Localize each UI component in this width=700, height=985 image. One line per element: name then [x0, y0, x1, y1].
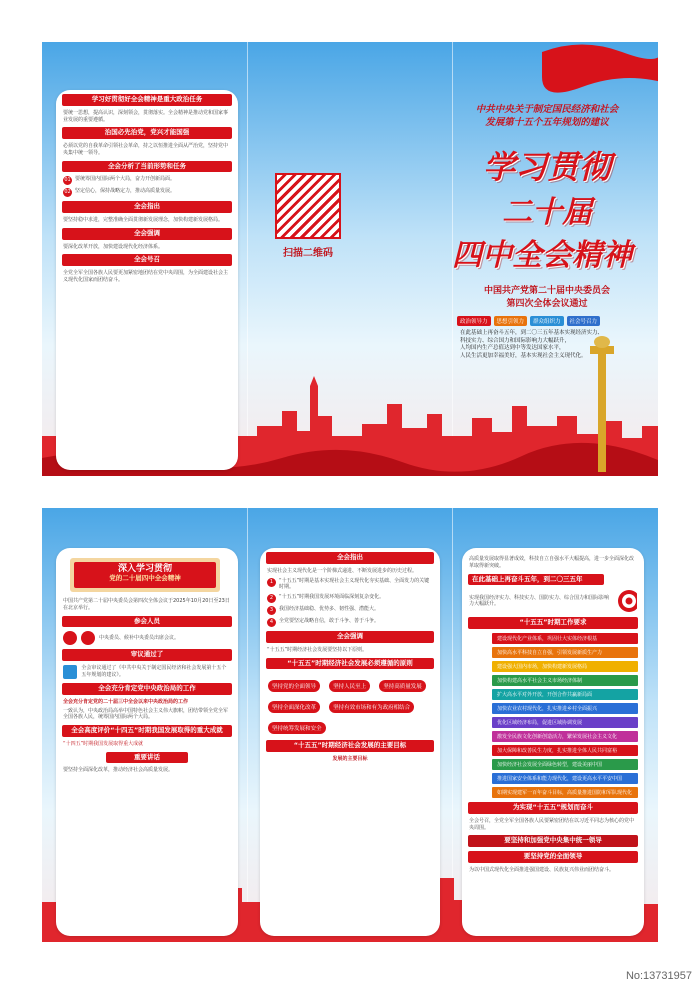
hero-title-line: 学习贯彻 — [482, 148, 611, 186]
red-flag-ribbon — [542, 42, 658, 102]
section-text: 必须以党的自我革命引领社会革命，持之以恒推进全面从严治党，坚持党中央集中统一领导。 — [63, 143, 229, 156]
section-title: 全会指出 — [62, 201, 232, 213]
target-text: 实现我国经济实力、科技实力、国防实力、综合国力和国际影响力大幅跃升。 — [469, 594, 610, 608]
folder-icon — [63, 665, 77, 679]
inside-right-card — [462, 548, 644, 936]
target-icon — [617, 589, 637, 613]
closing-text: 为以中国式现代化全面推进强国建设、民族复兴伟业而团结奋斗。 — [469, 866, 615, 873]
numbered-point — [267, 578, 433, 592]
red-chip: 政治领导力 — [457, 316, 491, 326]
principle-grid — [266, 673, 434, 736]
brochure-outside-sheet — [42, 42, 658, 476]
section-title: 全会充分肯定党中央政治局的工作 — [62, 683, 232, 695]
principle-chip: 坚持有效市场和有为政府相结合 — [329, 701, 414, 713]
inside-left-card — [56, 548, 238, 936]
section-title: 全会指出 — [266, 552, 434, 564]
number-badge: 02 — [64, 189, 71, 196]
subtitle-line: 第四次全体会议通过 — [506, 299, 588, 309]
struggle-text: 全会号召，全党全军全国各族人民要紧密团结在以习近平同志为核心的党中央周围。 — [469, 817, 635, 831]
section-title: 治国必先治党，党兴才能国强 — [62, 127, 232, 139]
numbered-item — [63, 188, 231, 197]
blue-chip: 社会号召力 — [567, 316, 601, 326]
stamp-line: 党的二十届四中全会精神 — [109, 574, 181, 582]
section-title: 全会强调 — [62, 228, 232, 240]
point-text: 全党要坚定战略自信，敢于斗争、善于斗争。 — [279, 618, 380, 625]
numbered-item — [63, 176, 231, 185]
section-title: 全会强调 — [266, 631, 434, 643]
section-text: 要统一思想，提高认识，深刻领会，贯彻落实。全会精神是推动党和国家事业发展的重要遵循。 — [63, 109, 229, 123]
task-bar: 加快构建高水平社会主义市场经济体制 — [492, 675, 638, 686]
point-text: “十五五”时期我国发展环境面临深刻复杂变化。 — [279, 594, 385, 601]
point-text: 我国经济基础稳、优势多、韧性强、潜能大。 — [279, 606, 380, 613]
text-line: 人民生活更加幸福美好，基本实现社会主义现代化。 — [460, 353, 587, 360]
task-bar: 加大保障和改善民生力度，扎实推进全体人民共同富裕 — [492, 745, 638, 756]
task-list — [462, 633, 644, 798]
task-bar: 加快高水平科技自立自强，引领发展新质生产力 — [492, 647, 638, 658]
qr-label: 扫描二维码 — [283, 248, 333, 259]
task-bar: 如期实现建军一百年奋斗目标，高质量推进国防和军队现代化 — [492, 787, 638, 798]
section-title: 参会人员 — [62, 616, 232, 628]
target-row — [469, 589, 637, 613]
numbered-point — [267, 606, 433, 615]
section-text: 全党全军全国各族人民要更加紧密地团结在党中央周围，为全面建设社会主义现代化国家而团结奋斗。 — [63, 270, 229, 284]
qr-code-placeholder — [275, 173, 341, 239]
orange-chip: 思想引领力 — [494, 316, 528, 326]
highlight-text: 要坚持全面深化改革，推动经济社会高质量发展。 — [63, 767, 174, 774]
highlight-bar: 要坚持和加强党中央集中统一领导 — [468, 835, 638, 847]
number-badge: 3 — [267, 606, 276, 615]
goal-sub: 发展的主要目标 — [332, 756, 368, 763]
section-text: “十五五”时期经济社会发展要坚持以下原则。 — [267, 646, 368, 653]
principle-chip: 坚持高质量发展 — [379, 680, 426, 692]
huabiao-pillar — [582, 332, 622, 472]
text-line: 科技实力、综合国力和国际影响力大幅跃升， — [460, 337, 571, 344]
task-bar: 加快农业农村现代化，扎实推进乡村全面振兴 — [492, 703, 638, 714]
blue-chip: 群众组织力 — [530, 316, 564, 326]
section-title: 学习好贯彻好全会精神是重大政治任务 — [62, 94, 232, 106]
task-bar: 建设强大国内市场，加快构建新发展格局 — [492, 661, 638, 672]
section-title: “十五五”时期经济社会发展的主要目标 — [266, 740, 434, 752]
header-line: 发展第十五个五年规划的建议 — [485, 117, 609, 128]
task-bar: 推进国家安全体系和能力现代化，建设更高水平平安中国 — [492, 773, 638, 784]
hero-title-line: 二十届 — [502, 195, 592, 230]
section-title: 重要讲话 — [106, 752, 188, 764]
inside-middle-card — [260, 548, 440, 936]
numbered-point — [267, 618, 433, 627]
attendees-text: 中央委员、候补中央委员出席会议。 — [99, 634, 180, 641]
attendee-row — [63, 631, 231, 645]
section-title: 为实现“十五五”规划而奋斗 — [468, 802, 638, 814]
summary-sub: “十四五”时期我国发展取得重大成就 — [63, 740, 144, 747]
task-bar: 建设现代化产业体系，巩固壮大实体经济根基 — [492, 633, 638, 644]
left-info-card — [56, 90, 238, 470]
section-text: 要坚持稳中求进，完整准确全面贯彻新发展理念，加快构建新发展格局。 — [63, 217, 224, 224]
section-title: 要坚持党的全面领导 — [468, 851, 638, 863]
numbered-point — [267, 594, 433, 603]
principle-chip: 坚持全面深化改革 — [268, 701, 320, 713]
point-text: “十五五”时期是基本实现社会主义现代化夯实基础、全面发力的关键时期。 — [279, 577, 430, 591]
stamp-line: 深入学习贯彻 — [117, 564, 172, 574]
number-badge: 4 — [267, 618, 276, 627]
highlight-bar: 在此基础上再奋斗五年，到二〇三五年 — [468, 574, 604, 586]
principle-chip: 坚持党的全面领导 — [268, 680, 320, 692]
watermark-id: No:13731957 — [625, 970, 692, 982]
header-line: 中共中央关于制定国民经济和社会 — [475, 104, 619, 115]
section-title: 全会分析了当前形势和任务 — [62, 161, 232, 173]
intro-text: 中国共产党第二十届中央委员会第四次全体会议于2025年10月20日至23日在北京举行。 — [63, 598, 230, 611]
section-title: 审议通过了 — [62, 649, 232, 661]
task-bar: 扩大高水平对外开放，开创合作共赢新局面 — [492, 689, 638, 700]
principle-chip: 坚持人民至上 — [329, 680, 370, 692]
number-badge: 2 — [267, 594, 276, 603]
review-text: 全会审议通过了《中共中央关于制定国民经济和社会发展第十五个五年规划的建议》。 — [81, 665, 227, 678]
intro-text: 高质量发展取得显著成效，科技自立自强水平大幅提高，进一步全面深化改革取得新突破。 — [469, 556, 635, 569]
principle-chip: 坚持统筹发展和安全 — [268, 722, 326, 734]
number-badge: 01 — [64, 177, 71, 184]
numbered-item-text: 坚定信心，保持战略定力，推动高质量发展。 — [75, 188, 176, 195]
affirm-text: 一致认为，中央政治局高举中国特色社会主义伟大旗帜，团结带领全党全军全国各族人民，统筹国内国际两个大局。 — [63, 707, 229, 721]
section-text: 实现社会主义现代化是一个阶梯式递进、不断发展进步的历史过程。 — [267, 567, 418, 574]
text-line: 人均国内生产总值达到中等发达国家水平， — [460, 345, 565, 352]
text-line: 在此基础上再奋斗五年，到二〇三五年基本实现经济实力、 — [460, 330, 604, 336]
number-badge: 1 — [267, 578, 276, 587]
section-text: 要深化改革开放，加快建设现代化经济体系。 — [63, 243, 164, 250]
people-icon — [81, 631, 95, 645]
section-title: 全会高度评价“十四五”时期我国发展取得的重大成就 — [62, 725, 232, 737]
task-bar: 优化区域经济布局，促进区域协调发展 — [492, 717, 638, 728]
review-row — [63, 665, 231, 679]
task-bar: 激发全民族文化创新创造活力，繁荣发展社会主义文化 — [492, 731, 638, 742]
hero-title-line: 四中全会精神 — [452, 238, 632, 273]
subtitle-line: 中国共产党第二十届中央委员会 — [483, 286, 610, 296]
numbered-item-text: 要统筹国内国际两个大局，奋力开创新局面。 — [75, 176, 176, 183]
section-title: “十五五”时期经济社会发展必须遵循的原则 — [266, 658, 434, 670]
brochure-inside-sheet — [42, 508, 658, 942]
people-icon — [63, 631, 77, 645]
chip-row — [457, 316, 647, 326]
task-bar: 加快经济社会发展全面绿色转型，建设美丽中国 — [492, 759, 638, 770]
section-title: 全会号召 — [62, 254, 232, 266]
affirm-subtitle: 全会充分肯定党的二十届三中全会以来中央政治局的工作 — [63, 698, 189, 705]
section-title: “十五五”时期工作要求 — [468, 617, 638, 629]
